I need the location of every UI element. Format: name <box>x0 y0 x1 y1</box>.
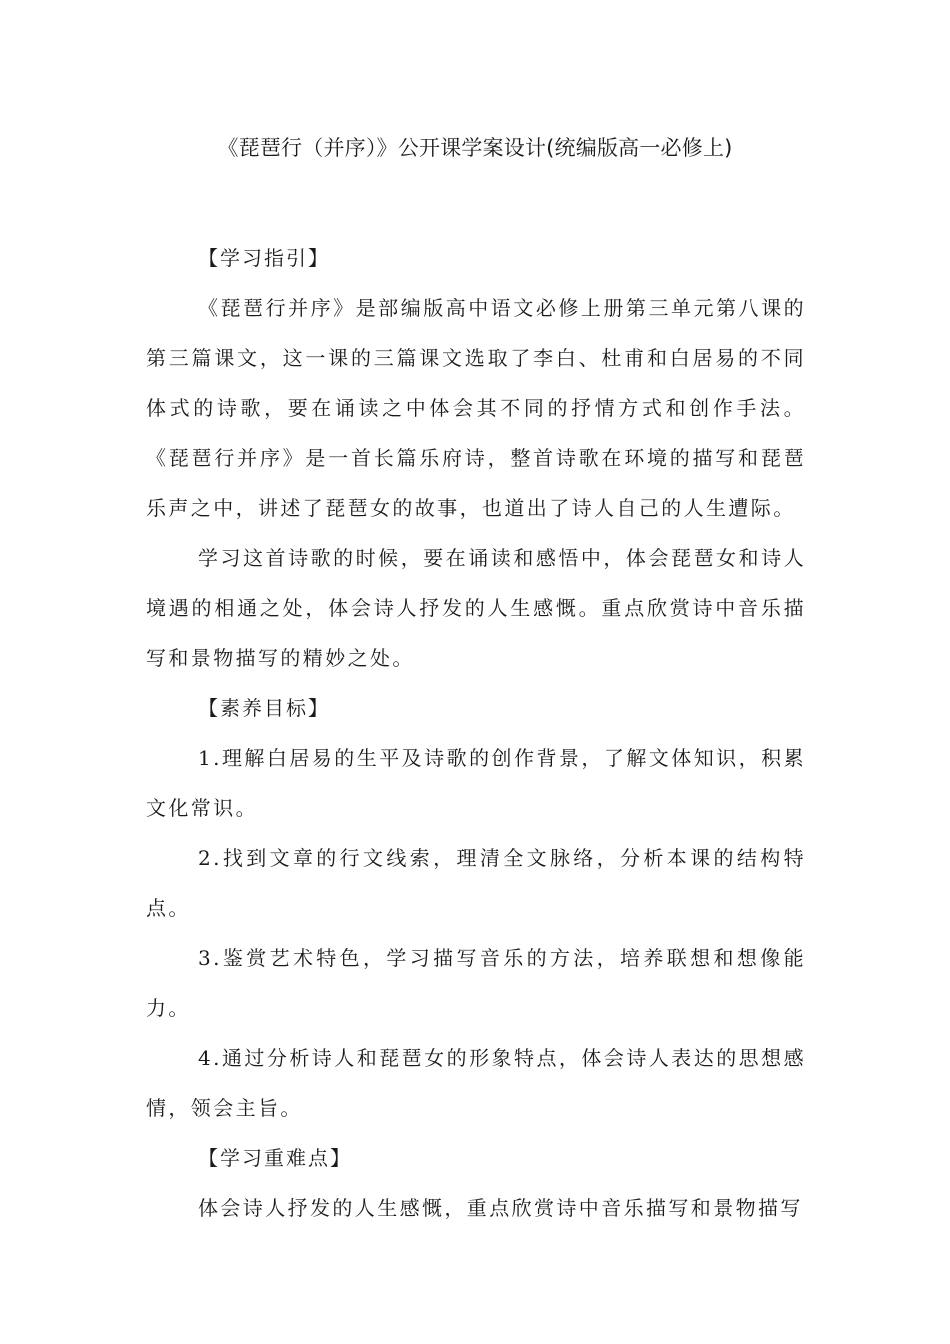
keypoints-paragraph-1: 体会诗人抒发的人生感慨，重点欣赏诗中音乐描写和景物描写 <box>198 1196 803 1220</box>
guide-paragraph-1: 《琵琶行并序》是部编版高中语文必修上册第三单元第八课的第三篇课文，这一课的三篇课文选取了李白、杜甫和白居易的不同体式的诗歌，要在诵读之中体会其不同的抒情方式和创作手法。《琵琶行并序》是一首长篇乐府诗，整首诗歌在环境的描写和琵琶乐声之中，讲述了琵琶女的故事，也道出了诗人自己的人生遭际。 <box>146 296 806 520</box>
goal-item-4: 4.通过分析诗人和琵琶女的形象特点，体会诗人表达的思想感情，领会主旨。 <box>146 1046 806 1120</box>
goal-item-3: 3.鉴赏艺术特色，学习描写音乐的方法，培养联想和想像能力。 <box>146 946 806 1020</box>
section-heading-keypoints: 【学习重难点】 <box>198 1146 352 1170</box>
section-heading-goals: 【素养目标】 <box>198 696 330 720</box>
guide-paragraph-2: 学习这首诗歌的时候，要在诵读和感悟中，体会琵琶女和诗人境遇的相通之处，体会诗人抒发的人生感慨。重点欣赏诗中音乐描写和景物描写的精妙之处。 <box>146 546 806 670</box>
section-heading-guide: 【学习指引】 <box>198 246 330 270</box>
goal-item-1: 1.理解白居易的生平及诗歌的创作背景，了解文体知识，积累文化常识。 <box>146 746 806 820</box>
goal-item-2: 2.找到文章的行文线索，理清全文脉络，分析本课的结构特点。 <box>146 846 806 920</box>
document-title: 《琵琶行（并序）》公开课学案设计(统编版高一必修上) <box>217 136 733 160</box>
document-body <box>146 233 806 1233</box>
